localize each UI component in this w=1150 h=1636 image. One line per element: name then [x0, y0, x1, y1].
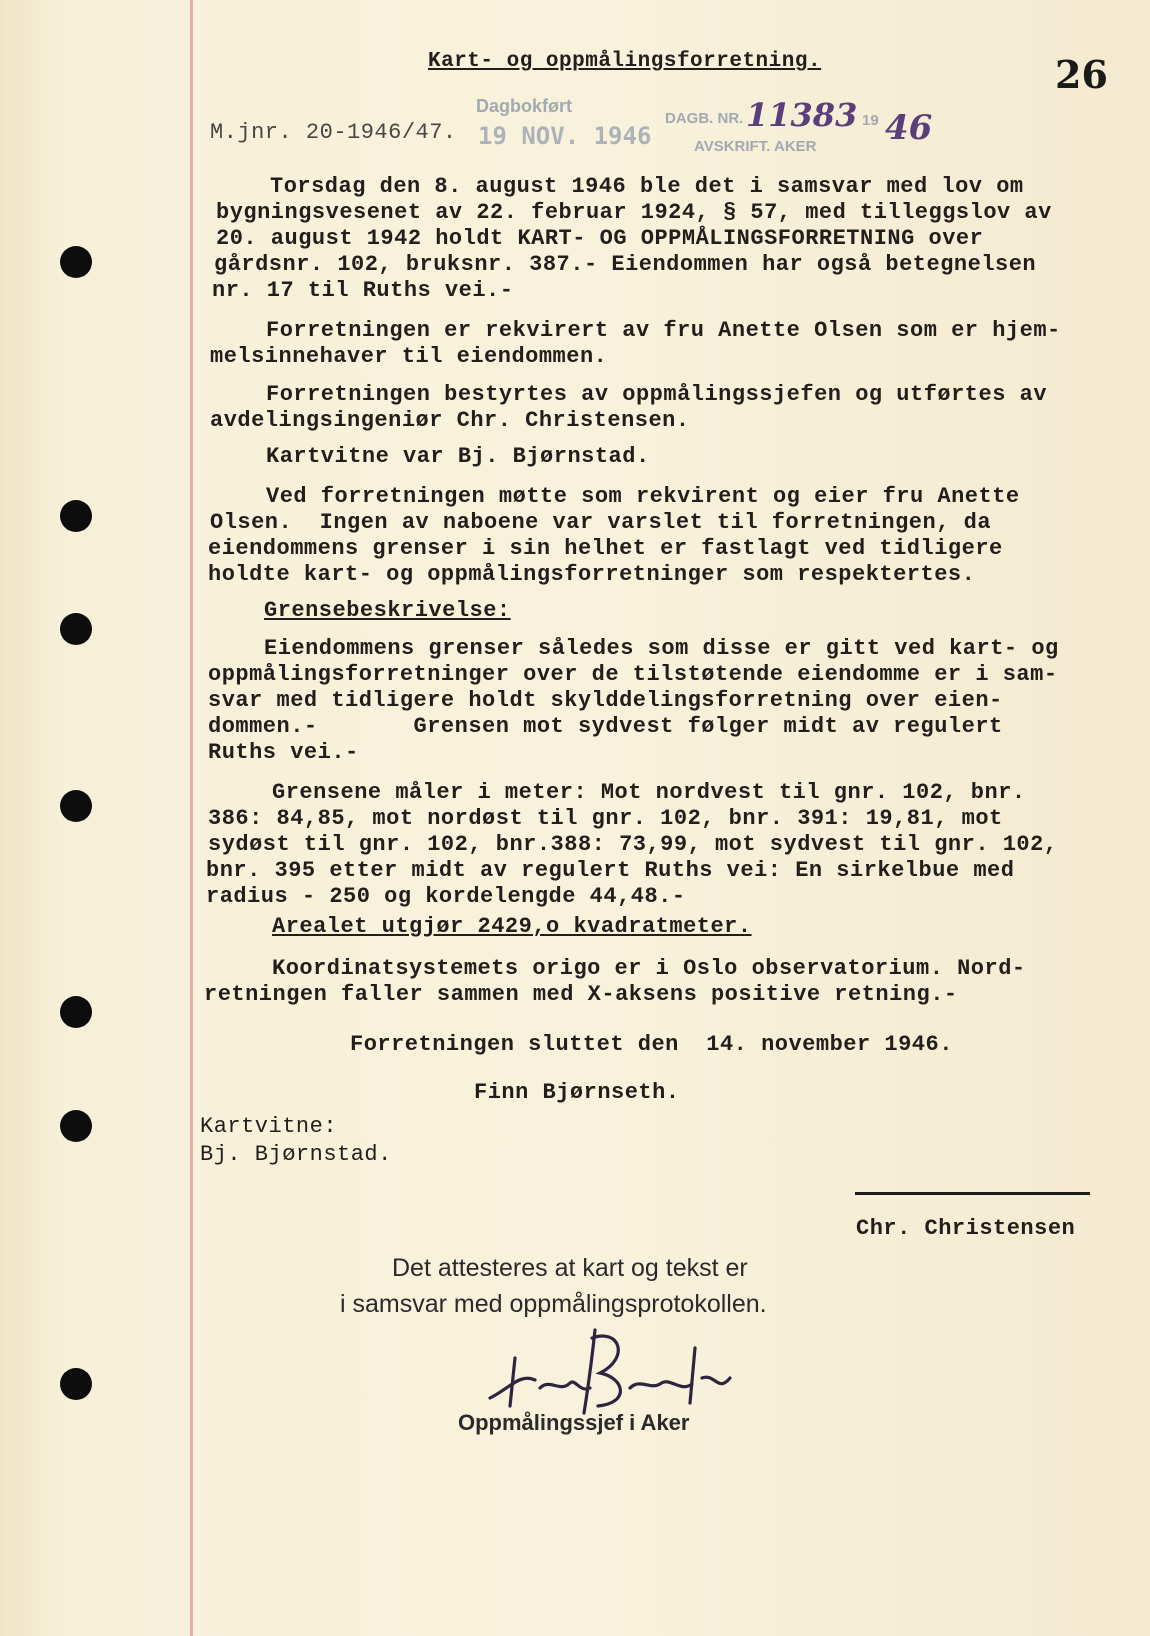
text-line: Olsen. Ingen av naboene var varslet til forretningen, da: [210, 510, 992, 535]
text-line: holdte kart- og oppmålingsforretninger som respektertes.: [208, 562, 976, 587]
text-line: nr. 17 til Ruths vei.-: [212, 278, 514, 303]
engineer-name: Chr. Christensen: [856, 1216, 1076, 1241]
punch-hole-6: [60, 1110, 92, 1142]
text-line: 20. august 1942 holdt KART- OG OPPMÅLINGSFORRETNING over: [216, 226, 984, 251]
punch-hole-5: [60, 996, 92, 1028]
text-line: Ruths vei.-: [208, 740, 359, 765]
text-line: sydøst til gnr. 102, bnr.388: 73,99, mot sydvest til gnr. 102,: [208, 832, 1058, 857]
stamp-date: 19 NOV. 1946: [478, 122, 652, 150]
text-line: Koordinatsystemets origo er i Oslo observatorium. Nord-: [272, 956, 1026, 981]
punch-hole-4: [60, 790, 92, 822]
document-heading: Kart- og oppmålingsforretning.: [428, 50, 822, 73]
text-line: svar med tidligere holdt skylddelingsforretning over eien-: [208, 688, 1003, 713]
signature-rule: [855, 1192, 1090, 1195]
text-line: Forretningen er rekvirert av fru Anette Olsen som er hjem-: [266, 318, 1061, 343]
attest-title: Oppmålingssjef i Aker: [458, 1410, 690, 1435]
text-line: Eiendommens grenser således som disse er gitt ved kart- og: [264, 636, 1059, 661]
attest-line-2: i samsvar med oppmålingsprotokollen.: [340, 1290, 767, 1318]
stamp-dagb-label: DAGB. NR.: [665, 110, 744, 127]
stamp-dagb-number: 11383: [746, 96, 858, 134]
stamp-avskrift: AVSKRIFT. AKER: [694, 138, 817, 155]
text-line: avdelingsingeniør Chr. Christensen.: [210, 408, 690, 433]
page-number: 26: [1055, 52, 1108, 97]
text-line: 386: 84,85, mot nordøst til gnr. 102, bnr. 391: 19,81, mot: [208, 806, 1003, 831]
text-line: dommen.- Grensen mot sydvest følger midt av regulert: [208, 714, 1003, 739]
punch-hole-2: [60, 500, 92, 532]
text-line: melsinnehaver til eiendommen.: [210, 344, 608, 369]
text-line: Forretningen bestyrtes av oppmålingssjefen og utførtes av: [266, 382, 1048, 407]
paragraph-4: Kartvitne var Bj. Bjørnstad.: [266, 444, 650, 469]
stamp-19: 19: [862, 112, 879, 129]
text-line: radius - 250 og kordelengde 44,48.-: [206, 884, 686, 909]
closing-line: Forretningen sluttet den 14. november 1946.: [350, 1032, 953, 1057]
margin-line: [190, 0, 193, 1636]
section-heading: Grensebeskrivelse:: [264, 598, 511, 623]
text-line: eiendommens grenser i sin helhet er fastlagt ved tidligere: [208, 536, 1003, 561]
text-line: retningen faller sammen med X-aksens positive retning.-: [204, 982, 958, 1007]
text-line: gårdsnr. 102, bruksnr. 387.- Eiendommen har også betegnelsen: [214, 252, 1037, 277]
punch-hole-1: [60, 246, 92, 278]
stamp-dagbokfort: Dagbokført: [476, 96, 572, 116]
text-line: Torsdag den 8. august 1946 ble det i samsvar med lov om: [270, 174, 1024, 199]
text-line: bnr. 395 etter midt av regulert Ruths vei: En sirkelbue med: [206, 858, 1015, 883]
punch-hole-3: [60, 613, 92, 645]
text-line: oppmålingsforretninger over de tilstøtende eiendomme er i sam-: [208, 662, 1058, 687]
stamp-46: 46: [885, 108, 933, 148]
attest-line-1: Det attesteres at kart og tekst er: [392, 1254, 748, 1282]
signatory-name: Finn Bjørnseth.: [474, 1080, 680, 1105]
journal-number: M.jnr. 20-1946/47.: [210, 120, 457, 145]
area-statement: Arealet utgjør 2429,o kvadratmeter.: [272, 914, 752, 939]
text-line: Ved forretningen møtte som rekvirent og eier fru Anette: [266, 484, 1020, 509]
witness-name: Bj. Bjørnstad.: [200, 1142, 392, 1167]
witness-label: Kartvitne:: [200, 1114, 338, 1139]
text-line: bygningsvesenet av 22. februar 1924, § 57, med tilleggslov av: [216, 200, 1052, 225]
text-line: Grensene måler i meter: Mot nordvest til gnr. 102, bnr.: [272, 780, 1026, 805]
punch-hole-7: [60, 1368, 92, 1400]
